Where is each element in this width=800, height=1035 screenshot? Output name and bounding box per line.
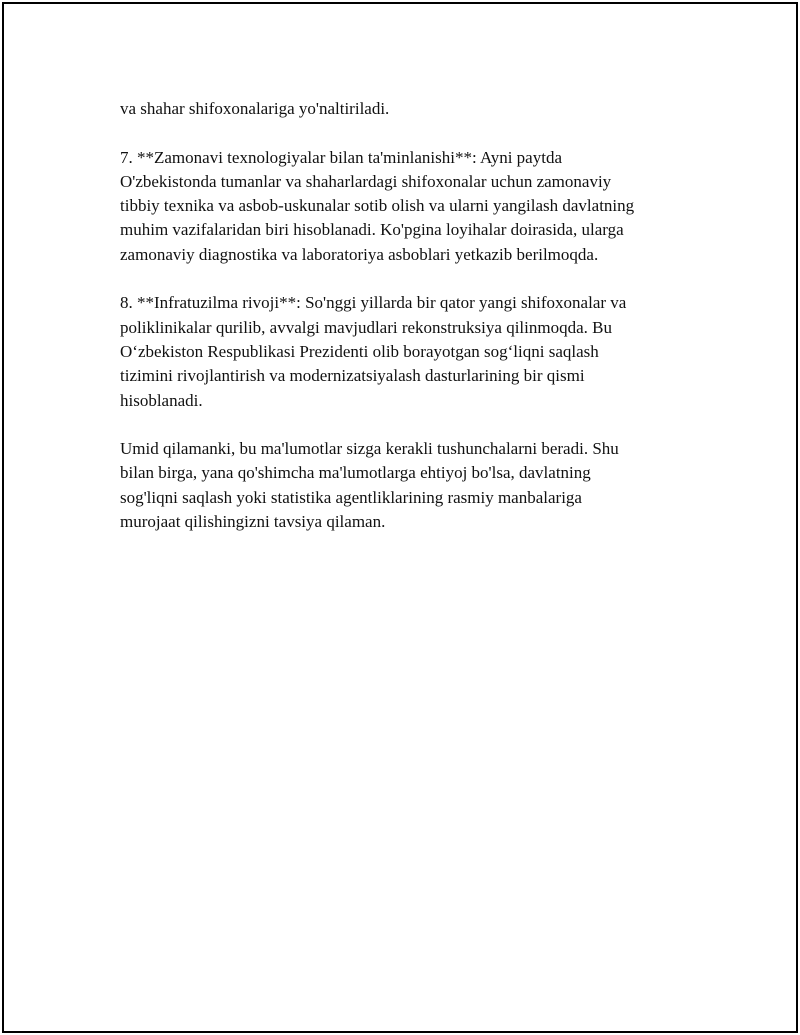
paragraph-closing: Umid qilamanki, bu ma'lumotlar sizga kerakli tushunchalarni beradi. Shu bilan birga, yana qo'shimcha ma'lumotlarga ehtiyoj bo'lsa, davlatning sog'liqni saqlash yoki statistika agentliklarining rasmiy manbalariga murojaat qilishingizni tavsiya qilaman. (120, 439, 619, 532)
document-page (2, 2, 798, 1033)
document-body (120, 97, 690, 559)
paragraph-continuation: va shahar shifoxonalariga yo'naltiriladi. (120, 99, 390, 118)
paragraph-item-8: 8. **Infratuzilma rivoji**: So'nggi yillarda bir qator yangi shifoxonalar va poliklinikalar qurilib, avvalgi mavjudlari rekonstruksiya qilinmoqda. Bu O‘zbekiston Respublikasi Prezidenti olib borayotgan sog‘liqni saqlash tizimini rivojlantirish va modernizatsiyalash dasturlarining bir qismi hisoblanadi. (120, 293, 627, 410)
paragraph-item-7: 7. **Zamonavi texnologiyalar bilan ta'minlanishi**: Ayni paytda O'zbekistonda tumanlar va shaharlardagi shifoxonalar uchun zamonaviy tibbiy texnika va asbob-uskunalar sotib olish va ularni yangilash davlatning muhim vazifalaridan biri hisoblanadi. Ko'pgina loyihalar doirasida, ularga zamonaviy diagnostika va laboratoriya asboblari yetkazib berilmoqda. (120, 147, 635, 264)
